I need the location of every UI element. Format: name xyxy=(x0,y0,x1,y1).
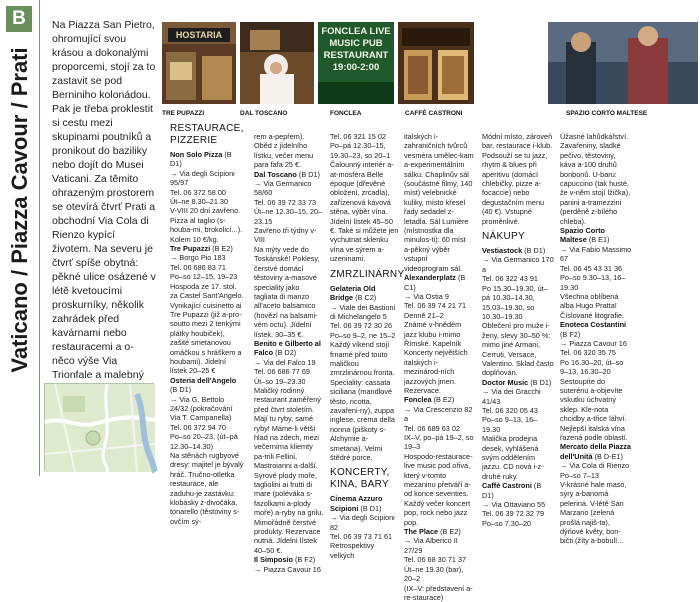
venue-name: Tre Pupazzi xyxy=(170,244,211,254)
photo-caffe-castroni xyxy=(398,22,474,104)
venue-details: (B F2) → Piazza Cavour 16 xyxy=(254,555,321,574)
venue-name: Non Solo Pizza xyxy=(170,150,223,159)
photo-sign-fonclea: FONCLEA LIVE MUSIC PUB RESTAURANT 19:00-2:00 xyxy=(321,26,391,73)
venue-name: Alexanderplatz xyxy=(404,273,456,283)
venue-details: (B E2) → Via Crescenzio 82 a Tel. 06 689 63 02 IX–V, po–pá 19–2, so 19–3 Hospodo-restaurace-live music pod ořiva, který v-tomto mezaninu přetváří a-od konce seventies. Každý večer koncert pop, rock nebo jazz pop. xyxy=(404,395,474,527)
photo-caption: TRE PUPAZZI xyxy=(162,110,205,117)
venue-details: (B D2) → Via del Falco 19 Tel. 06 686 77 69 Út–so 19–23.30 Maličký rodinný restaurant zaměřený před čtvrt stoletím. Mají tu ryby, samé ryby! Máme-li větší hlad na zdech, mezi večerníma kliemty pa-trili Fellini, Mastroianni a-další. Syrové plody moře, tagliolini ai frutti di mare (poléváka s-fazolkami a-plody moře) a-ryby na grilu. Mimořádně čerstvé produkty. Rezervace nutná. Jídelní lístek 40–50 €. xyxy=(254,348,324,555)
column-4 xyxy=(404,132,474,602)
continued-text: Tel. 06 321 15 02 Po–pá 12.30–15, 19.30–23, so 20–1 Čalounný interiér a-at-mosféra Belle époque (dřevěné obložení, zrcadla), zařízenová kávová stěna, výběr vína. Jídelní lístek 45–50 €. Také si můžete jen vychutnat sklenku vína ve sýrem a-uzeninami. xyxy=(330,132,399,264)
venue-name: Osteria dell'Angelo xyxy=(170,375,237,385)
section-heading: NÁKUPY xyxy=(482,231,525,243)
venue-details: (B C1) → Via Ostia 9 Tel. 06 39 74 21 71 Denně 21–2 Známé v-hnědém jazz klubu i-mimo Římské. Kapelník Koncerty největších italských i-mezinárod-ních jazzových jmen. Rezervace. xyxy=(404,273,468,395)
section-strip xyxy=(0,0,40,476)
venue-details: (B D1) → Via G. Bettolo 24/32 (pokračování Via T. Campanella) Tel. 06 372 94 70 Po–so 20–23, (út–pá 12.30–14.30) Na stěnách rugbyové dresy: majitel je bývalý hráč. Tručno-otletka restaurace, ale zaduhu-je zastávku: klobásky z-divočáka, tonarello (těstoviny s-ovčím sý- xyxy=(170,385,244,526)
section-heading: RESTAURACE, PIZZERIE xyxy=(170,123,244,146)
continued-text: rem a-pepřem). Oběd z jídelního lístku, večer menu para fafa 25 €. xyxy=(254,132,314,170)
column-6 xyxy=(560,132,632,546)
venue-name: Spazio Corto Maltese xyxy=(560,226,605,245)
venue-details: (B D1) → Via degli Scipioni 95/97 Tel. 06 372 58 00 Út–ne 8.30–21.30 V-VIII 20 dní zavřeno. Pizza al taglio (s-houba-mi, brokolicí...). Kolem 10 €/kg. xyxy=(170,150,243,244)
photo-dal-toscano xyxy=(240,22,314,104)
continued-text: italských i-zahraničních tvůrců vesméra umělec-kam a-experimentálním sálku. Chaplinův sál (součástné filmy, 140 míst) velebnické kuliky, místo křesel řady sedadel z-letadla. Sál Lumière (místnostka dla minulos-ti): 60 míst a-pěkný výběr vstupní videoprogram sál. xyxy=(404,132,474,273)
map-thumbnail xyxy=(44,383,154,471)
venue-details: (B F2) → Piazza Cavour 16 Tel. 06 320 35 75 Po 16.30–20, út–so 9–13, 16.30–20 Sestoupíte do suterénu a-objevíte vskutku úchvatný sklep. Kle-nota chcidby a-třice láhví. Nejlepší italská vína řazená podle oblastí. xyxy=(560,329,628,442)
venue-name: Cinema Azzuro Scipioni xyxy=(330,494,383,513)
venue-details: (B C2) → Viale dei Bastioni di Michelangelo 5 Tel. 06 39 72 30 26 Po–so 9–2, ne 15–2 Každý víkend stojí frnamé před touto maličkou zmrzlinárnou fronta. Speciality: cassata siciliana (mandlové těsto, ricotta, zavařeni-ny), zuppa inglese, crema della nonna (piškoty s-Alchymie a-smetana). Velmi štědré porce. xyxy=(330,293,396,462)
photo-caption: SPAZIO CORTO MALTESE xyxy=(566,110,648,117)
photo-caption: CAFFÈ CASTRONI xyxy=(405,110,463,117)
photo-tre-pupazzi xyxy=(162,22,236,104)
section-heading: KONCERTY, KINA, BARY xyxy=(330,467,390,491)
column-2 xyxy=(254,132,324,574)
venue-details: (B D1) → Via Germanico 170 a Tel. 06 322 43 91 Po 15.30–19.30, út–pá 10.30–14.30, 15.03–19.30, so 10.30–19.30 Oblečení pro muže i-ženy, slevy 30–50 %: mimo jiné Armani, Cerruti, Versace, Valentino. Sklad často doplňován. xyxy=(482,246,554,378)
venue-name: Fonclea xyxy=(404,395,432,405)
venue-name: Vestiastock xyxy=(482,246,523,256)
venue-name: Il Simposio xyxy=(254,555,293,565)
venue-name: Doctor Music xyxy=(482,377,529,387)
venue-name: Mercato della Piazza dell'Unità xyxy=(560,442,631,461)
venue-name: The Place xyxy=(404,527,439,537)
vertical-section-title: Vaticano / Piazza Cavour / Prati xyxy=(7,47,32,373)
photo-caption: FONCLEA xyxy=(330,110,362,117)
venue-name: Enoteca Costantini xyxy=(560,320,627,330)
photo-spazio-corto-maltese xyxy=(548,22,698,104)
column-1 xyxy=(170,122,244,526)
venue-details: (B D-E1) → Via Cola di Rienzo Po–so 7–13 V-krásné hale maso, sýry a-banomá pelerina. V-létě San Marzano (zelená prošlá najiš-ta), dýňové květy, bon-bičti (žíty a-bobulí... xyxy=(560,451,630,546)
venue-details: (B D1) → Via degli Scipioni 82 Tel. 06 39 73 71 61 Retrospektivy velkých xyxy=(330,503,395,560)
venue-name: Gelateria Old Bridge xyxy=(330,283,376,303)
intro-text: Na Piazza San Pietro, ohromující svou krásou a dokonalými proporcemi, stojí za to zastavit se pod Berniniho kolonádou. Pak je třeba proklestit si cestu mezi skupinami poutníků a pronikout do baziliky nebo dojít do Musei Vaticani. Za těmito ohrazeným prostorem se otevírá čtvrť Prati a obchodní Via Cola di Rienzo kypící životem. Na severu je čtvrť spíše obytná: pěkné ulice osázené v létě kvetoucími proskurníky, několik zahrádek před kavárnami nebo restauracemi a o-něco výše Via Trionfale a malebný xyxy=(52,19,156,381)
continued-text: Úžasné lahůdkářství. Zavařeniny, sladké pečivo, těstoviny, káva a-100 druhů bonbonů. U-baru: capuccino (tak husté, že v-něm stojí lžička), panini a-tramezzini (perděně z-bílého chleba). xyxy=(560,132,631,226)
venue-details: (B E2) → Borgo Pio 183 Tel. 06 686 83 71 Po–so 12–15, 19–23 Hospoda ze 17. stol. za Castel Sant'Angelo. Vynikající cuisinetto ai Tre Pupazzi (již a-pro-soutto mezi 2 tenkými plátky houbiček), zašité smetanovou omáčkou s hráškem a houbami). Jídelní lístek 20–25 € xyxy=(170,244,244,376)
column-3 xyxy=(330,132,405,560)
section-heading: ZMRZLINÁRNY xyxy=(330,268,405,280)
venue-name: Benito e Gilberto al Falco xyxy=(254,338,321,358)
continued-text: Módní místo, zároveň bar, restaurace i-klub. Podsouží se tu jazz, rhytm & blues při aperitivu (domácí chlebičky, pizze a-focaccie) nebo degustačním menu (40 €). Vstupné proměnlivé. xyxy=(482,132,553,226)
venue-details: (B D1) → Via Ottaviano 55 Tel. 06 39 72 32 79 Po–so 7.30–20 xyxy=(482,481,546,528)
venue-details: (B E2) → Via Alberico II 27/29 Tel. 06 68 30 71 37 Út–ne 19.30 (bar), 20–2 (IX–V: představení a-re-staurace) xyxy=(404,527,473,602)
photo-sign-hostaria: HOSTARIA xyxy=(175,30,223,40)
venue-name: Caffè Castroni xyxy=(482,481,532,491)
venue-details: (B E1) → Via Fabio Massimo 67 Tel. 06 45 43 31 36 Po–so 9.30–13, 16–19.30 Všechna oblíbená alba Hugo Pratta! Číslované litografie. xyxy=(560,235,632,320)
venue-name: Dal Toscano xyxy=(254,169,297,179)
venue-details: (B D1) → Via dei Gracchi 41/43 Tel. 06 320 05 43 Po–so 9–13, 16–19.30 Malička prodejna desek, vyhlášená svým oddělením jazzu. CD nová i-z-druhé ruky. xyxy=(482,377,552,481)
photo-fonclea xyxy=(318,22,394,104)
section-letter-badge: B xyxy=(6,6,32,32)
photo-caption: DAL TOSCANO xyxy=(240,110,288,117)
column-5 xyxy=(482,132,554,528)
venue-details: (B D1) → Via Germanico 58/60 Tel. 06 39 72 33 73 Út–ne 12.30–15, 20–23.15 Zavřeno tři týdny v-VIII Na mýty vede do Toskánské! Poklesy, čerstvé domácí těstoviny a-masové speciality jako tagliata di manzo all'aceto balsamico (hovězí na balsami-vém octu). Jídelní lístek. 30–35 €. xyxy=(254,169,323,339)
